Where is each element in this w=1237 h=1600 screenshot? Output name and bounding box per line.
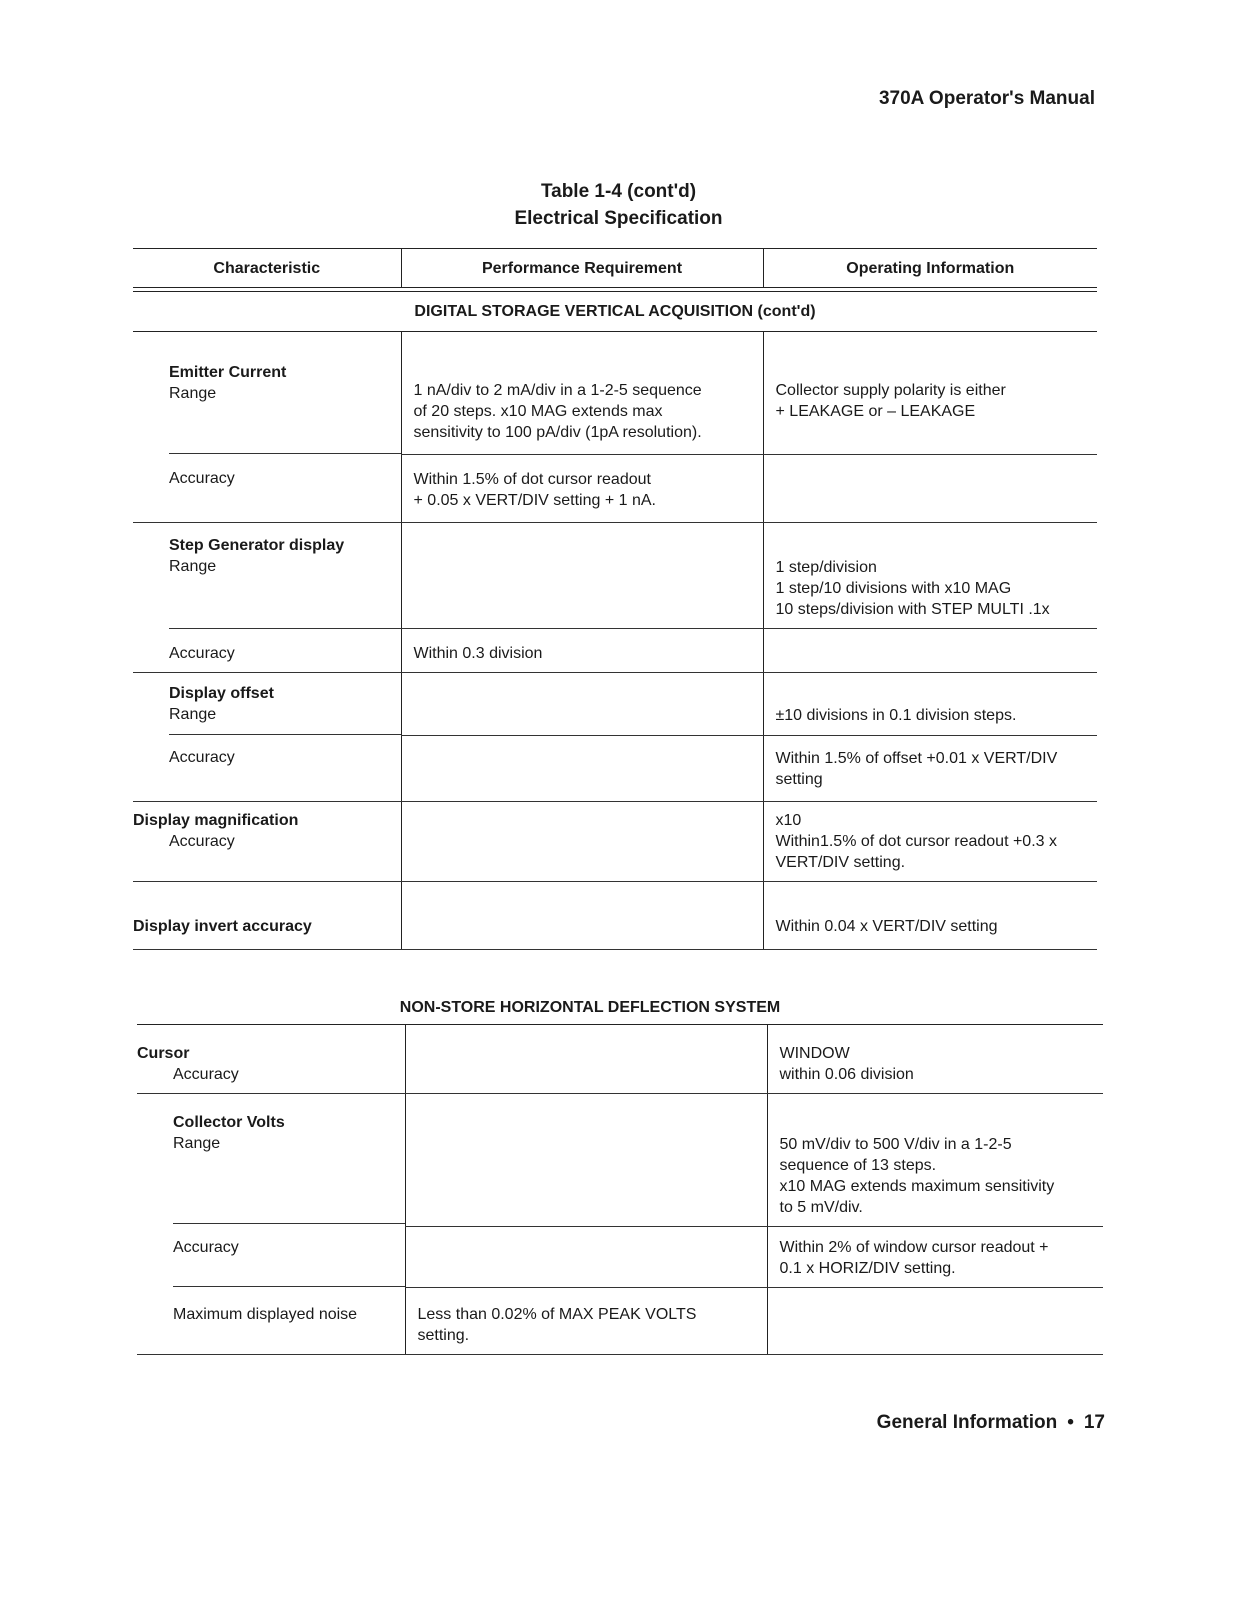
operating-line: x10 MAG extends maximum sensitivity	[779, 1178, 1055, 1195]
operating-cell	[763, 881, 1097, 949]
characteristic-cell	[133, 454, 401, 522]
performance-line: setting.	[417, 1327, 470, 1344]
page-footer	[877, 1412, 1105, 1434]
page-number: 17	[1083, 1412, 1105, 1433]
table-header-row	[133, 249, 1097, 288]
table-row	[137, 1094, 1103, 1227]
operating-line: Within 0.04 x VERT/DIV setting	[775, 917, 998, 935]
characteristic-name: Step Generator display	[169, 536, 345, 554]
footer-bullet: •	[1067, 1412, 1074, 1433]
table-row	[137, 1025, 1103, 1094]
performance-cell	[401, 522, 763, 629]
characteristic-subitem: Maximum displayed noise	[173, 1305, 358, 1323]
running-header: 370A Operator's Manual	[878, 88, 1095, 109]
characteristic-cell	[133, 522, 401, 629]
performance-line: Within 1.5% of dot cursor readout	[413, 470, 651, 488]
operating-line: to 5 mV/div.	[779, 1199, 863, 1216]
operating-cell	[763, 332, 1097, 455]
operating-line: 50 mV/div to 500 V/div in a 1-2-5	[779, 1136, 1012, 1153]
performance-cell	[401, 881, 763, 949]
performance-cell	[405, 1288, 767, 1355]
section-title-horizontal: NON-STORE HORIZONTAL DEFLECTION SYSTEM	[399, 999, 781, 1016]
characteristic-name: Display invert accuracy	[133, 917, 312, 935]
performance-line: Within 0.3 division	[413, 645, 543, 662]
table-row	[133, 735, 1097, 801]
performance-cell	[401, 801, 763, 881]
operating-line: ±10 divisions in 0.1 division steps.	[775, 707, 1017, 724]
characteristic-name: Collector Volts	[173, 1114, 285, 1131]
operating-line: sequence of 13 steps.	[779, 1157, 937, 1174]
characteristic-subitem: Range	[169, 706, 217, 723]
operating-line: + LEAKAGE or – LEAKAGE	[775, 403, 976, 420]
operating-line: Collector supply polarity is either	[775, 382, 1006, 399]
characteristic-subitem: Accuracy	[169, 832, 235, 850]
operating-line: Within 1.5% of offset +0.01 x VERT/DIV	[775, 749, 1058, 767]
performance-cell	[405, 1025, 767, 1094]
performance-cell	[401, 735, 763, 801]
table-row	[133, 332, 1097, 455]
operating-cell	[763, 629, 1097, 673]
operating-line: 10 steps/division with STEP MULTI .1x	[775, 600, 1050, 618]
operating-cell	[763, 801, 1097, 881]
characteristic-subitem: Accuracy	[169, 470, 235, 487]
characteristic-subitem: Range	[169, 385, 217, 402]
characteristic-subitem: Accuracy	[173, 1238, 239, 1256]
characteristic-subitem: Accuracy	[173, 1066, 239, 1083]
spec-table-vertical	[133, 248, 1097, 950]
operating-line: Within 2% of window cursor readout +	[779, 1239, 1049, 1256]
operating-cell	[763, 673, 1097, 736]
performance-cell	[401, 454, 763, 522]
table-row	[133, 454, 1097, 522]
characteristic-name: Cursor	[137, 1045, 190, 1062]
performance-cell	[401, 332, 763, 455]
header-operating: Operating Information	[763, 249, 1097, 288]
operating-line: WINDOW	[779, 1045, 850, 1062]
table-row	[133, 629, 1097, 673]
table-row	[133, 673, 1097, 736]
characteristic-name: Emitter Current	[169, 364, 287, 381]
operating-cell	[763, 735, 1097, 801]
table-title-line1: Table 1-4 (cont'd)	[540, 181, 697, 202]
performance-line: + 0.05 x VERT/DIV setting + 1 nA.	[413, 491, 656, 509]
characteristic-name: Display offset	[169, 685, 274, 702]
performance-line: sensitivity to 100 pA/div (1pA resolution).	[413, 424, 702, 441]
operating-line: 0.1 x HORIZ/DIV setting.	[779, 1260, 956, 1277]
operating-line: 1 step/division	[775, 558, 877, 576]
characteristic-subitem: Accuracy	[169, 749, 235, 766]
characteristic-cell	[137, 1025, 405, 1094]
characteristic-cell	[133, 673, 401, 736]
characteristic-subitem: Range	[173, 1135, 221, 1152]
operating-cell	[767, 1288, 1103, 1355]
performance-cell	[405, 1094, 767, 1227]
operating-cell	[767, 1227, 1103, 1288]
operating-cell	[763, 522, 1097, 629]
table-row	[137, 1227, 1103, 1288]
characteristic-cell	[137, 1288, 405, 1355]
header-performance: Performance Requirement	[401, 249, 763, 288]
performance-line: of 20 steps. x10 MAG extends max	[413, 403, 663, 420]
operating-cell	[763, 454, 1097, 522]
characteristic-cell	[133, 332, 401, 455]
characteristic-cell	[133, 735, 401, 801]
characteristic-cell	[133, 881, 401, 949]
operating-line: VERT/DIV setting.	[775, 853, 906, 871]
section-title-vertical: DIGITAL STORAGE VERTICAL ACQUISITION (cont'd)	[133, 292, 1097, 332]
performance-cell	[401, 629, 763, 673]
table-row	[133, 881, 1097, 949]
operating-line: within 0.06 division	[779, 1066, 914, 1083]
characteristic-cell	[137, 1094, 405, 1227]
table-title-line2: Electrical Specification	[514, 208, 723, 229]
operating-line: setting	[775, 770, 823, 788]
table-row	[133, 801, 1097, 881]
footer-section: General Information	[876, 1412, 1058, 1433]
operating-cell	[767, 1025, 1103, 1094]
spec-table-horizontal	[137, 1024, 1103, 1355]
performance-line: Less than 0.02% of MAX PEAK VOLTS	[417, 1306, 697, 1323]
header-characteristic: Characteristic	[133, 249, 401, 288]
characteristic-name: Display magnification	[133, 811, 299, 829]
characteristic-cell	[133, 801, 401, 881]
characteristic-cell	[133, 629, 401, 673]
table-title	[0, 178, 1237, 232]
table-row	[133, 522, 1097, 629]
table-row	[137, 1288, 1103, 1355]
characteristic-cell	[137, 1227, 405, 1288]
section-row	[133, 292, 1097, 332]
performance-line: 1 nA/div to 2 mA/div in a 1-2-5 sequence	[413, 382, 702, 399]
performance-cell	[401, 673, 763, 736]
operating-line: x10	[775, 811, 802, 829]
characteristic-subitem: Accuracy	[169, 644, 235, 662]
operating-line: 1 step/10 divisions with x10 MAG	[775, 579, 1012, 597]
characteristic-subitem: Range	[169, 557, 217, 575]
operating-line: Within1.5% of dot cursor readout +0.3 x	[775, 832, 1057, 850]
operating-cell	[767, 1094, 1103, 1227]
performance-cell	[405, 1227, 767, 1288]
